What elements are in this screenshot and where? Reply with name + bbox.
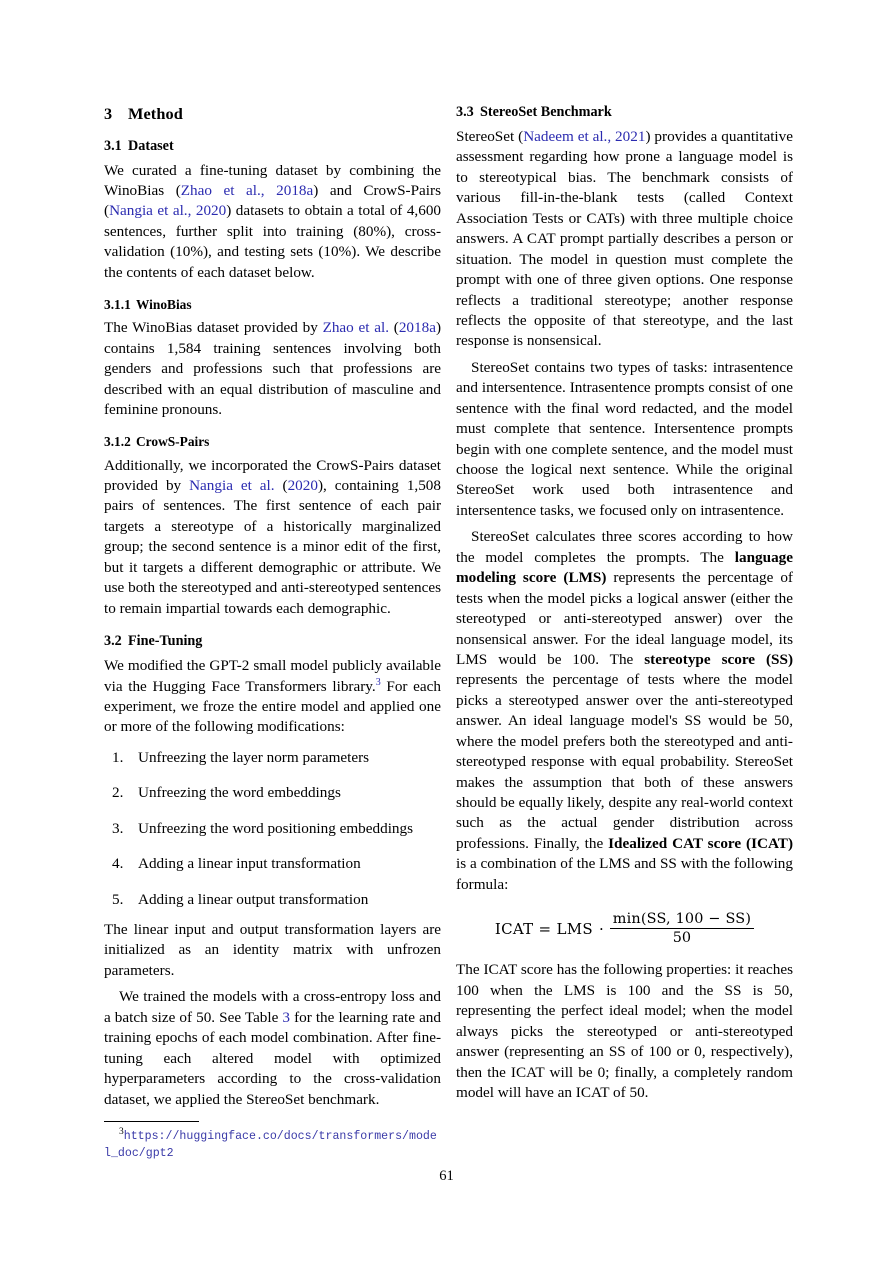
- subsubsection-number: 3.1.2: [104, 434, 131, 450]
- list-item: Adding a linear input transformation: [138, 855, 361, 873]
- subsubsection-title: CrowS-Pairs: [136, 434, 210, 450]
- formula-left-hand-side: ICAT = LMS: [494, 919, 593, 938]
- formula-fraction: [610, 911, 754, 946]
- text-run: for the learning rate and training epochs of each model combination. After fine-tuning each altered model with optimized hyperparameters according to the cross-validation dataset, we applied the StereoSet benchmark.: [104, 1008, 441, 1108]
- list-item: Unfreezing the layer norm parameters: [138, 748, 370, 766]
- paragraph-training: [104, 987, 441, 1110]
- text-run: (: [274, 476, 288, 494]
- footnote-rule: [104, 1121, 199, 1122]
- subsection-number: 3.1: [104, 137, 122, 154]
- left-column: [104, 104, 441, 1163]
- text-run: StereoSet calculates three scores according to how the model completes the prompts. The: [456, 528, 793, 566]
- subsubsection-number: 3.1.1: [104, 297, 131, 313]
- text-run: StereoSet (: [456, 128, 524, 146]
- list-item: Unfreezing the word embeddings: [138, 784, 341, 802]
- subsection-heading-dataset: [104, 138, 441, 155]
- footnote-url-link[interactable]: https://huggingface.co/docs/transformers/model_doc/gpt2: [104, 1129, 437, 1161]
- right-column: [456, 104, 793, 1109]
- subsubsection-heading-winobias: [104, 297, 441, 313]
- text-run: represents the percentage of tests when the model picks a logical answer (either the stereotyped or anti-stereotyped answer) over the nonsensical answer. For the ideal language model, its LMS would be 100. The: [456, 569, 793, 668]
- text-run: ) and CrowS-Pairs (: [104, 182, 441, 220]
- list-item: Adding a linear output transformation: [138, 890, 369, 908]
- paragraph-winobias: [104, 318, 441, 420]
- subsection-number: 3.3: [456, 104, 474, 120]
- citation-zhao-author[interactable]: Zhao et al.: [322, 319, 389, 337]
- citation-nangia-year[interactable]: 2020: [287, 476, 318, 494]
- text-run: ) contains 1,584 training sentences involving both genders and professions such that professions are described with an equal distribution of masculine and feminine pronouns.: [104, 319, 441, 419]
- subsection-number: 3.2: [104, 633, 122, 650]
- formula-numerator: min(SS, 100 − SS): [612, 911, 752, 928]
- formula-denominator: 50: [672, 930, 692, 947]
- text-run: Additionally, we incorporated the CrowS-Pairs dataset provided by: [104, 456, 441, 494]
- citation-nadeem-2021[interactable]: Nadeem et al., 2021: [523, 128, 646, 146]
- modifications-list: [104, 748, 441, 910]
- table-reference-3[interactable]: 3: [282, 1008, 291, 1026]
- section-heading-method: [104, 104, 441, 124]
- text-run: We curated a fine-tuning dataset by combining the WinoBias (: [104, 161, 441, 200]
- subsection-title: Dataset: [128, 137, 174, 154]
- citation-zhao-2018a[interactable]: Zhao et al., 2018a: [180, 182, 314, 200]
- subsection-title: Fine-Tuning: [128, 633, 203, 650]
- section-title: Method: [128, 104, 183, 123]
- citation-zhao-year[interactable]: 2018a: [398, 319, 436, 337]
- text-run: ) provides a quantitative assessment regarding how prone a language model is to stereotypical bias. The benchmark consists of various fill-in-the-blank tests (called Context Association Tests or CATs) with three multiple choice answers. A CAT prompt partially describes a person or situation. The model in question must complete the prompt with one of three given options. One response reflects a traditional stereotype; another response reflects the opposite of that stereotype, and the last response is nonsensical.: [456, 128, 793, 350]
- term-lms: language modeling score (LMS): [456, 548, 793, 587]
- footnote-block: [104, 1121, 441, 1163]
- text-run: represents the percentage of tests where the model picks a stereotyped answer over the anti-stereotyped answer. An ideal language model's SS would be 50, where the model prefers both the stereotyped and anti-stereotyped response with equal probability. StereoSet makes the assumption that both of these answers should be equally likely, despite any real-world context such as the actual gender distribution across professions. Finally, the: [456, 671, 793, 852]
- paragraph-fine-tuning: [104, 656, 441, 738]
- section-number: 3: [104, 104, 113, 123]
- subsubsection-title: WinoBias: [136, 297, 192, 313]
- footnote-number: 3: [119, 1127, 124, 1138]
- text-run: The WinoBias dataset provided by: [104, 319, 323, 337]
- citation-nangia-author[interactable]: Nangia et al.: [189, 476, 275, 494]
- subsection-title: StereoSet Benchmark: [480, 104, 612, 120]
- formula-multiplication-dot: ·: [598, 919, 604, 938]
- paragraph-stereoset-intro: [456, 127, 793, 352]
- text-run: For each experiment, we froze the entire model and applied one or more of the following modifications:: [104, 677, 442, 736]
- citation-nangia-2020[interactable]: Nangia et al., 2020: [109, 202, 227, 220]
- list-item: Unfreezing the word positioning embeddings: [138, 819, 414, 837]
- text-run: ), containing 1,508 pairs of sentences. The first sentence of each pair targets a stereotype of a historically marginalized group; the second sentence is a minor edit of the first, but it targets a different demographic or attribute. We use both the stereotyped and anti-stereotyped sentences to remain impartial towards each demographic.: [104, 476, 441, 617]
- paragraph-scores: [456, 527, 793, 895]
- subsubsection-heading-crows-pairs: [104, 434, 441, 450]
- subsection-heading-stereoset: [456, 104, 793, 121]
- subsection-heading-fine-tuning: [104, 633, 441, 650]
- formula-icat: [456, 911, 793, 946]
- term-icat: Idealized CAT score (ICAT): [608, 834, 793, 852]
- paragraph-dataset: [104, 161, 441, 284]
- term-ss: stereotype score (SS): [644, 650, 793, 668]
- footnote-text: [104, 1128, 441, 1163]
- text-run: ) datasets to obtain a total of 4,600 sentences, further split into training (80%), cross-validation (10%), and testing sets (10%). We describe the contents of each dataset below.: [104, 202, 442, 281]
- footnote-marker-3[interactable]: 3: [375, 676, 381, 688]
- text-run: We trained the models with a cross-entropy loss and a batch size of 50. See Table: [104, 988, 441, 1026]
- paragraph-identity-matrix: The linear input and output transformation layers are initialized as an identity matrix with unfrozen parameters.: [104, 921, 441, 979]
- paragraph-crows-pairs: [104, 456, 441, 620]
- page-number: 61: [439, 1168, 454, 1184]
- text-run: (: [389, 319, 399, 337]
- text-run: We modified the GPT-2 small model publicly available via the Hugging Face Transformers library.: [104, 657, 441, 695]
- paragraph-task-types: StereoSet contains two types of tasks: intrasentence and intersentence. Intrasentence prompts consist of one sentence with the final word redacted, and the model must complete that sentence. Intersentence prompts begin with one complete sentence, and the model must choose the logical next sentence. While the original StereoSet work used both intrasentence and intersentence tasks, we focused only on intrasentence.: [456, 358, 793, 519]
- text-run: is a combination of the LMS and SS with the following formula:: [456, 855, 793, 893]
- paragraph-icat-properties: The ICAT score has the following properties: it reaches 100 when the LMS is 100 and the SS is 50, representing the perfect ideal model; when the model always picks the stereotyped or anti-stereotyped answer (representing an SS of 100 or 0, respectively), then the ICAT will be 0; finally, a completely random model will have an ICAT of 50.: [456, 961, 793, 1102]
